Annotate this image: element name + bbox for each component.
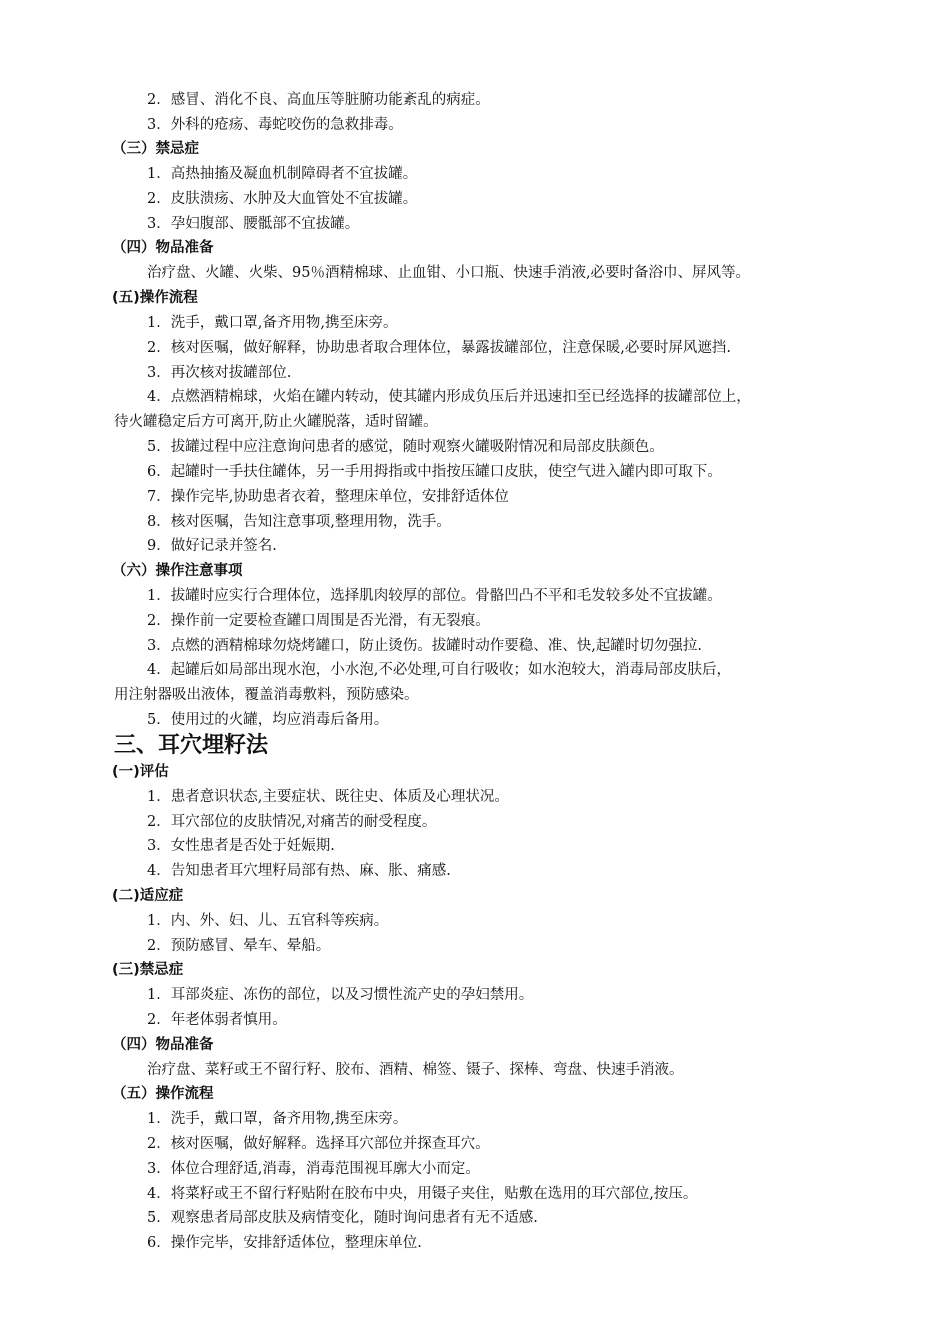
section-heading: （五）操作流程 xyxy=(112,1086,214,1102)
list-item: 2．核对医嘱，做好解释。选择耳穴部位并探查耳穴。 xyxy=(147,1136,490,1152)
list-item: 2．核对医嘱，做好解释，协助患者取合理体位，暴露拔罐部位，注意保暖,必要时屏风遮挡. xyxy=(147,340,731,356)
list-item: 4．点燃酒精棉球，火焰在罐内转动，使其罐内形成负压后并迅速扣至已经选择的拔罐部位上， xyxy=(147,389,751,405)
list-item: 2．感冒、消化不良、高血压等脏腑功能紊乱的病症。 xyxy=(147,92,490,108)
list-item: 1．内、外、妇、儿、五官科等疾病。 xyxy=(147,913,389,929)
list-item: 8．核对医嘱，告知注意事项,整理用物，洗手。 xyxy=(147,514,451,530)
section-heading: （四）物品准备 xyxy=(112,1037,214,1053)
list-item: 9．做好记录并签名. xyxy=(147,538,277,554)
list-item: 4．将菜籽或王不留行籽贴附在胶布中央，用镊子夹住，贴敷在选用的耳穴部位,按压。 xyxy=(147,1186,698,1202)
section-heading: (二)适应症 xyxy=(112,888,184,904)
list-item: 治疗盘、火罐、火柴、95％酒精棉球、止血钳、小口瓶、快速手消液,必要时备浴巾、屏风等。 xyxy=(147,265,751,281)
list-item: 2．预防感冒、晕车、晕船。 xyxy=(147,938,331,954)
list-item: 1．洗手，戴口罩,备齐用物,携至床旁。 xyxy=(147,315,398,331)
list-item: 治疗盘、菜籽或王不留行籽、胶布、酒精、棉签、镊子、探棒、弯盘、快速手消液。 xyxy=(147,1062,684,1078)
list-item: 1．耳部炎症、冻伤的部位，以及习惯性流产史的孕妇禁用。 xyxy=(147,987,534,1003)
section-heading: (三)禁忌症 xyxy=(112,962,184,978)
list-item: 3．孕妇腹部、腰骶部不宜拔罐。 xyxy=(147,216,360,232)
list-item: 2．操作前一定要检查罐口周围是否光滑，有无裂痕。 xyxy=(147,613,490,629)
chapter-title: 三、耳穴埋籽法 xyxy=(114,733,269,758)
list-item-continuation: 待火罐稳定后方可离开,防止火罐脱落，适时留罐。 xyxy=(114,414,438,430)
list-item: 2．年老体弱者慎用。 xyxy=(147,1012,287,1028)
list-item: 3．女性患者是否处于妊娠期. xyxy=(147,838,335,854)
section-heading: （六）操作注意事项 xyxy=(112,563,243,579)
section-heading: (一)评估 xyxy=(112,764,169,780)
list-item: 1．高热抽搐及凝血机制障碍者不宜拔罐。 xyxy=(147,166,418,182)
list-item: 3．再次核对拔罐部位. xyxy=(147,365,292,381)
list-item: 7．操作完毕,协助患者衣着，整理床单位，安排舒适体位 xyxy=(147,489,509,505)
list-item: 5．使用过的火罐，均应消毒后备用。 xyxy=(147,712,389,728)
section-heading: （四）物品准备 xyxy=(112,240,214,256)
list-item-continuation: 用注射器吸出液体，覆盖消毒敷料，预防感染。 xyxy=(114,687,419,703)
list-item: 1．洗手，戴口罩，备齐用物,携至床旁。 xyxy=(147,1111,408,1127)
list-item: 6．起罐时一手扶住罐体，另一手用拇指或中指按压罐口皮肤，使空气进入罐内即可取下。 xyxy=(147,464,722,480)
list-item: 3．体位合理舒适,消毒，消毒范围视耳廓大小而定。 xyxy=(147,1161,480,1177)
section-heading: (五)操作流程 xyxy=(112,290,198,306)
list-item: 1．患者意识状态,主要症状、既往史、体质及心理状况。 xyxy=(147,789,509,805)
list-item: 6．操作完毕，安排舒适体位，整理床单位. xyxy=(147,1235,422,1251)
list-item: 1．拔罐时应实行合理体位，选择肌肉较厚的部位。骨骼凹凸不平和毛发较多处不宜拔罐。 xyxy=(147,588,722,604)
section-heading: （三）禁忌症 xyxy=(112,141,199,157)
list-item: 4．告知患者耳穴埋籽局部有热、麻、胀、痛感. xyxy=(147,863,451,879)
list-item: 2．皮肤溃疡、水肿及大血管处不宜拔罐。 xyxy=(147,191,418,207)
list-item: 2．耳穴部位的皮肤情况,对痛苦的耐受程度。 xyxy=(147,814,437,830)
list-item: 3．点燃的酒精棉球勿烧烤罐口，防止烫伤。拔罐时动作要稳、准、快,起罐时切勿强拉. xyxy=(147,638,702,654)
list-item: 5．观察患者局部皮肤及病情变化，随时询问患者有无不适感. xyxy=(147,1210,538,1226)
list-item: 5．拔罐过程中应注意询问患者的感觉，随时观察火罐吸附情况和局部皮肤颜色。 xyxy=(147,439,664,455)
list-item: 4．起罐后如局部出现水泡，小水泡,不必处理,可自行吸收；如水泡较大，消毒局部皮肤后， xyxy=(147,662,731,678)
list-item: 3．外科的疮疡、毒蛇咬伤的急救排毒。 xyxy=(147,117,403,133)
